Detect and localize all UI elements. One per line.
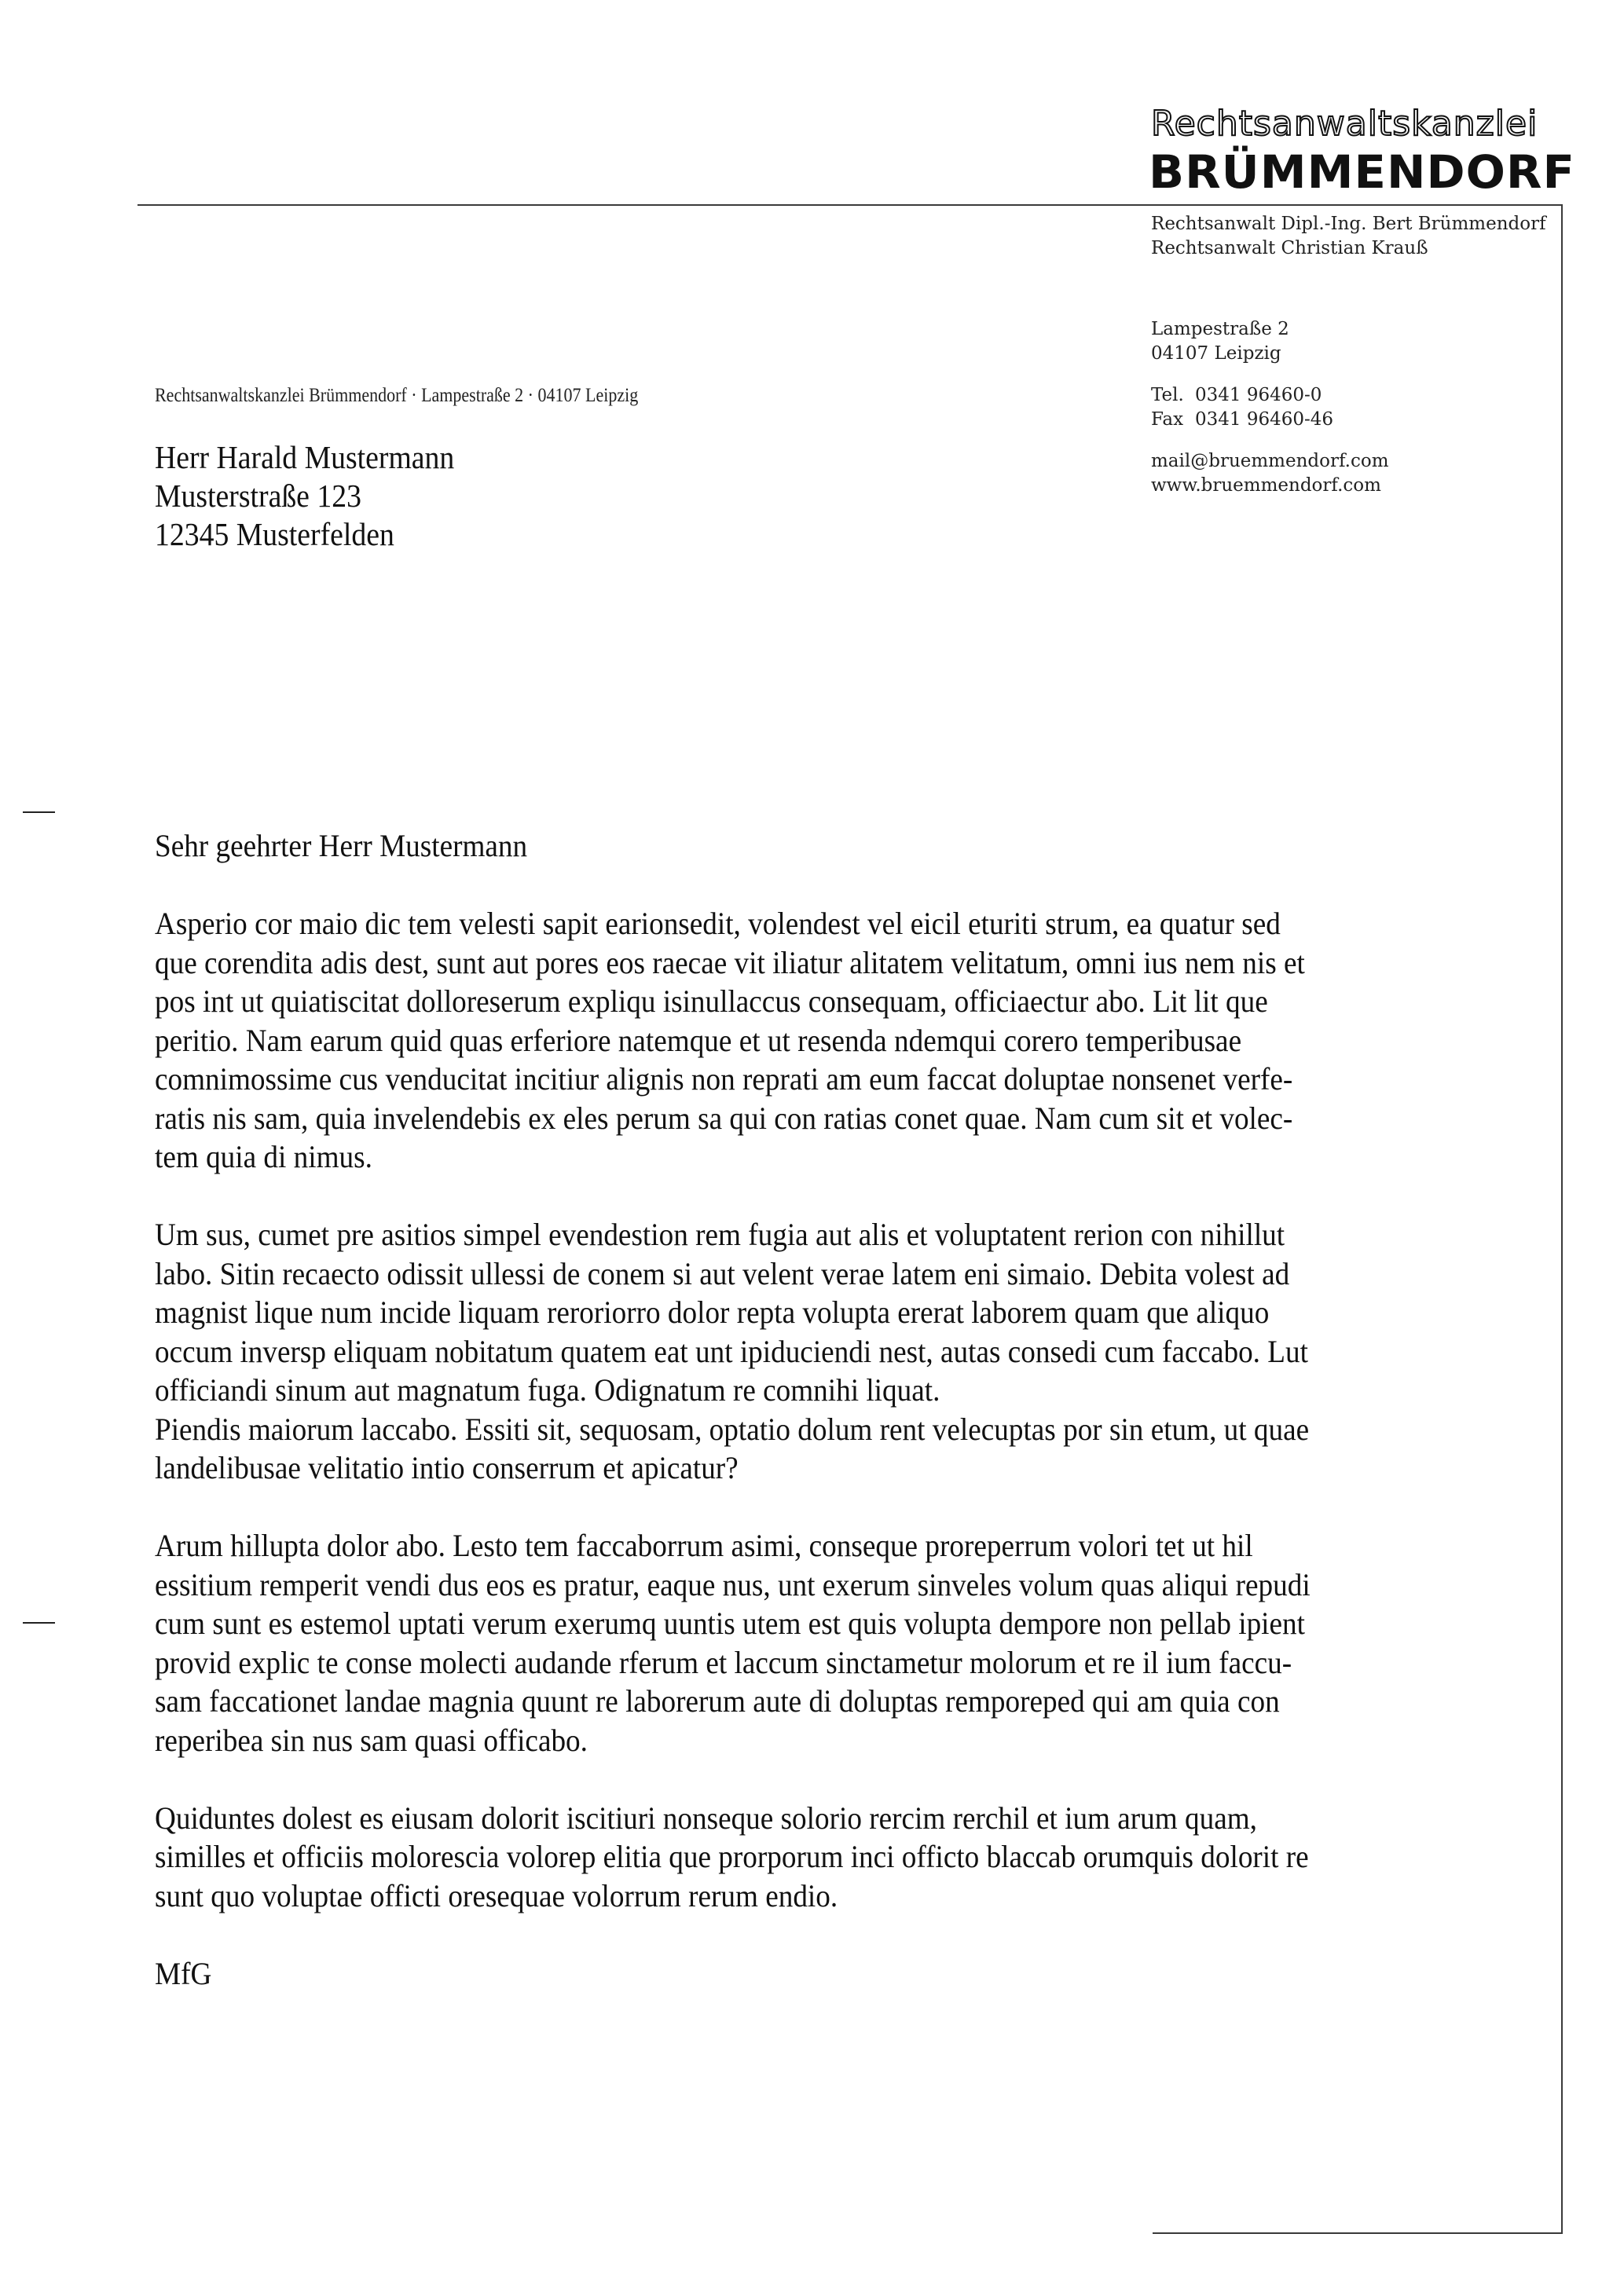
text-line: Piendis maiorum laccabo. Essiti sit, sequosam, optatio dolum rent velecuptas por sin etum, ut quae — [155, 1411, 1310, 1447]
text-line: sunt quo voluptae officti oresequae volorrum rerum endio. — [155, 1877, 838, 1913]
letter-body — [155, 826, 1475, 1993]
text-line: pos int ut quiatiscitat dolloreserum expliqu isinullaccus consequam, officiaectur abo. Lit lit que — [155, 983, 1268, 1019]
firm-city: 04107 Leipzig — [1151, 343, 1281, 364]
text-line: cum sunt es estemol uptati verum exerumq uuntis utem est quis volupta dempore non pellab ipient — [155, 1606, 1305, 1641]
text-line: labo. Sitin recaecto odissit ullessi de conem si aut velent verae latem eni simaio. Debita volest ad — [155, 1255, 1290, 1291]
fax-label: Fax — [1151, 409, 1184, 430]
margin-rule-right — [1561, 204, 1563, 2234]
attorney-name: Rechtsanwalt Dipl.-Ing. Bert Brümmendorf — [1151, 214, 1546, 234]
attorney-name: Rechtsanwalt Christian Krauß — [1151, 238, 1428, 258]
text-line: Asperio cor maio dic tem velesti sapit earionsedit, volendest vel eicil eturiti strum, ea quatur sed — [155, 906, 1281, 941]
fax-number: 0341 96460-46 — [1195, 409, 1334, 430]
text-line: ratis nis sam, quia invelendebis ex eles perum sa qui con ratias conet quae. Nam cum sit et volec- — [155, 1100, 1293, 1136]
phone-row — [1151, 383, 1333, 408]
website-link[interactable]: www.bruemmendorf.com — [1151, 475, 1381, 496]
fold-mark-bottom — [23, 1622, 55, 1624]
logo-subtitle: Rechtsanwaltskanzlei — [1151, 104, 1538, 144]
text-line: officiandi sinum aut magnatum fuga. Odignatum re comnihi liquat. — [155, 1372, 940, 1408]
firm-street: Lampestraße 2 — [1151, 319, 1289, 339]
recipient-city: 12345 Musterfelden — [155, 516, 394, 552]
fold-mark-top — [23, 811, 55, 813]
text-line: Arum hillupta dolor abo. Lesto tem faccaborrum asimi, conseque proreperrum volori tet ut hil — [155, 1528, 1253, 1563]
phone-label: Tel. — [1151, 385, 1184, 405]
text-line: occum inversp eliquam nobitatum quatem eat unt ipiduciendi nest, autas consedi cum faccabo. Lut — [155, 1333, 1308, 1369]
attorney-list — [1151, 212, 1546, 261]
text-line: Um sus, cumet pre asitios simpel evendestion rem fugia aut alis et voluptatent rerion con nihillut — [155, 1217, 1285, 1252]
salutation: Sehr geehrter Herr Mustermann — [155, 828, 528, 863]
firm-online — [1151, 449, 1389, 498]
paragraph-2 — [155, 1215, 1475, 1488]
paragraph-1 — [155, 904, 1475, 1177]
phone-number: 0341 96460-0 — [1195, 385, 1322, 405]
text-line: Quiduntes dolest es eiusam dolorit iscitiuri nonseque solorio rercim rerchil et ium arum quam, — [155, 1800, 1257, 1836]
text-line: sam faccationet landae magnia quunt re laborerum aute di doluptas remporeped qui am quia con — [155, 1683, 1280, 1719]
footer-rule — [1153, 2232, 1563, 2234]
recipient-street: Musterstraße 123 — [155, 478, 361, 514]
text-line: comnimossime cus venducitat incitiur alignis non reprati am eum faccat doluptae nonsenet verfe- — [155, 1061, 1293, 1097]
sender-return-line: Rechtsanwaltskanzlei Brümmendorf · Lampestraße 2 · 04107 Leipzig — [155, 385, 639, 406]
text-line: magnist lique num incide liquam reroriorro dolor repta volupta ererat laborem quam que aliquo — [155, 1294, 1270, 1330]
header-rule — [137, 204, 1562, 206]
text-line: provid explic te conse molecti audande rferum et laccum sinctametur molorum et re il ium faccu- — [155, 1644, 1292, 1680]
recipient-address — [155, 438, 454, 554]
closing: MfG — [155, 1955, 212, 1991]
fax-row — [1151, 408, 1333, 432]
text-line: tem quia di nimus. — [155, 1139, 372, 1174]
firm-address — [1151, 317, 1289, 366]
recipient-name: Herr Harald Mustermann — [155, 439, 455, 475]
text-line: que corendita adis dest, sunt aut pores eos raecae vit iliatur alitatem velitatum, omni ius nem nis et — [155, 944, 1305, 980]
firm-phone-fax — [1151, 383, 1333, 432]
text-line: essitium remperit vendi dus eos es pratur, eaque nus, unt exerum sinveles volum quas aliqui repudi — [155, 1566, 1311, 1602]
text-line: similles et officiis molorescia volorep elitia que prorporum inci officto blaccab orumquis dolorit re — [155, 1839, 1309, 1874]
text-line: landelibusae velitatio intio conserrum et apicatur? — [155, 1450, 739, 1485]
email-link[interactable]: mail@bruemmendorf.com — [1151, 451, 1389, 471]
text-line: peritio. Nam earum quid quas erferiore natemque et ut resenda ndemqui corero temperibusae — [155, 1022, 1242, 1058]
logo-wordmark: BRÜMMENDORF — [1149, 145, 1575, 199]
text-line: reperibea sin nus sam quasi officabo. — [155, 1722, 588, 1758]
paragraph-4 — [155, 1799, 1475, 1916]
paragraph-3 — [155, 1526, 1475, 1760]
